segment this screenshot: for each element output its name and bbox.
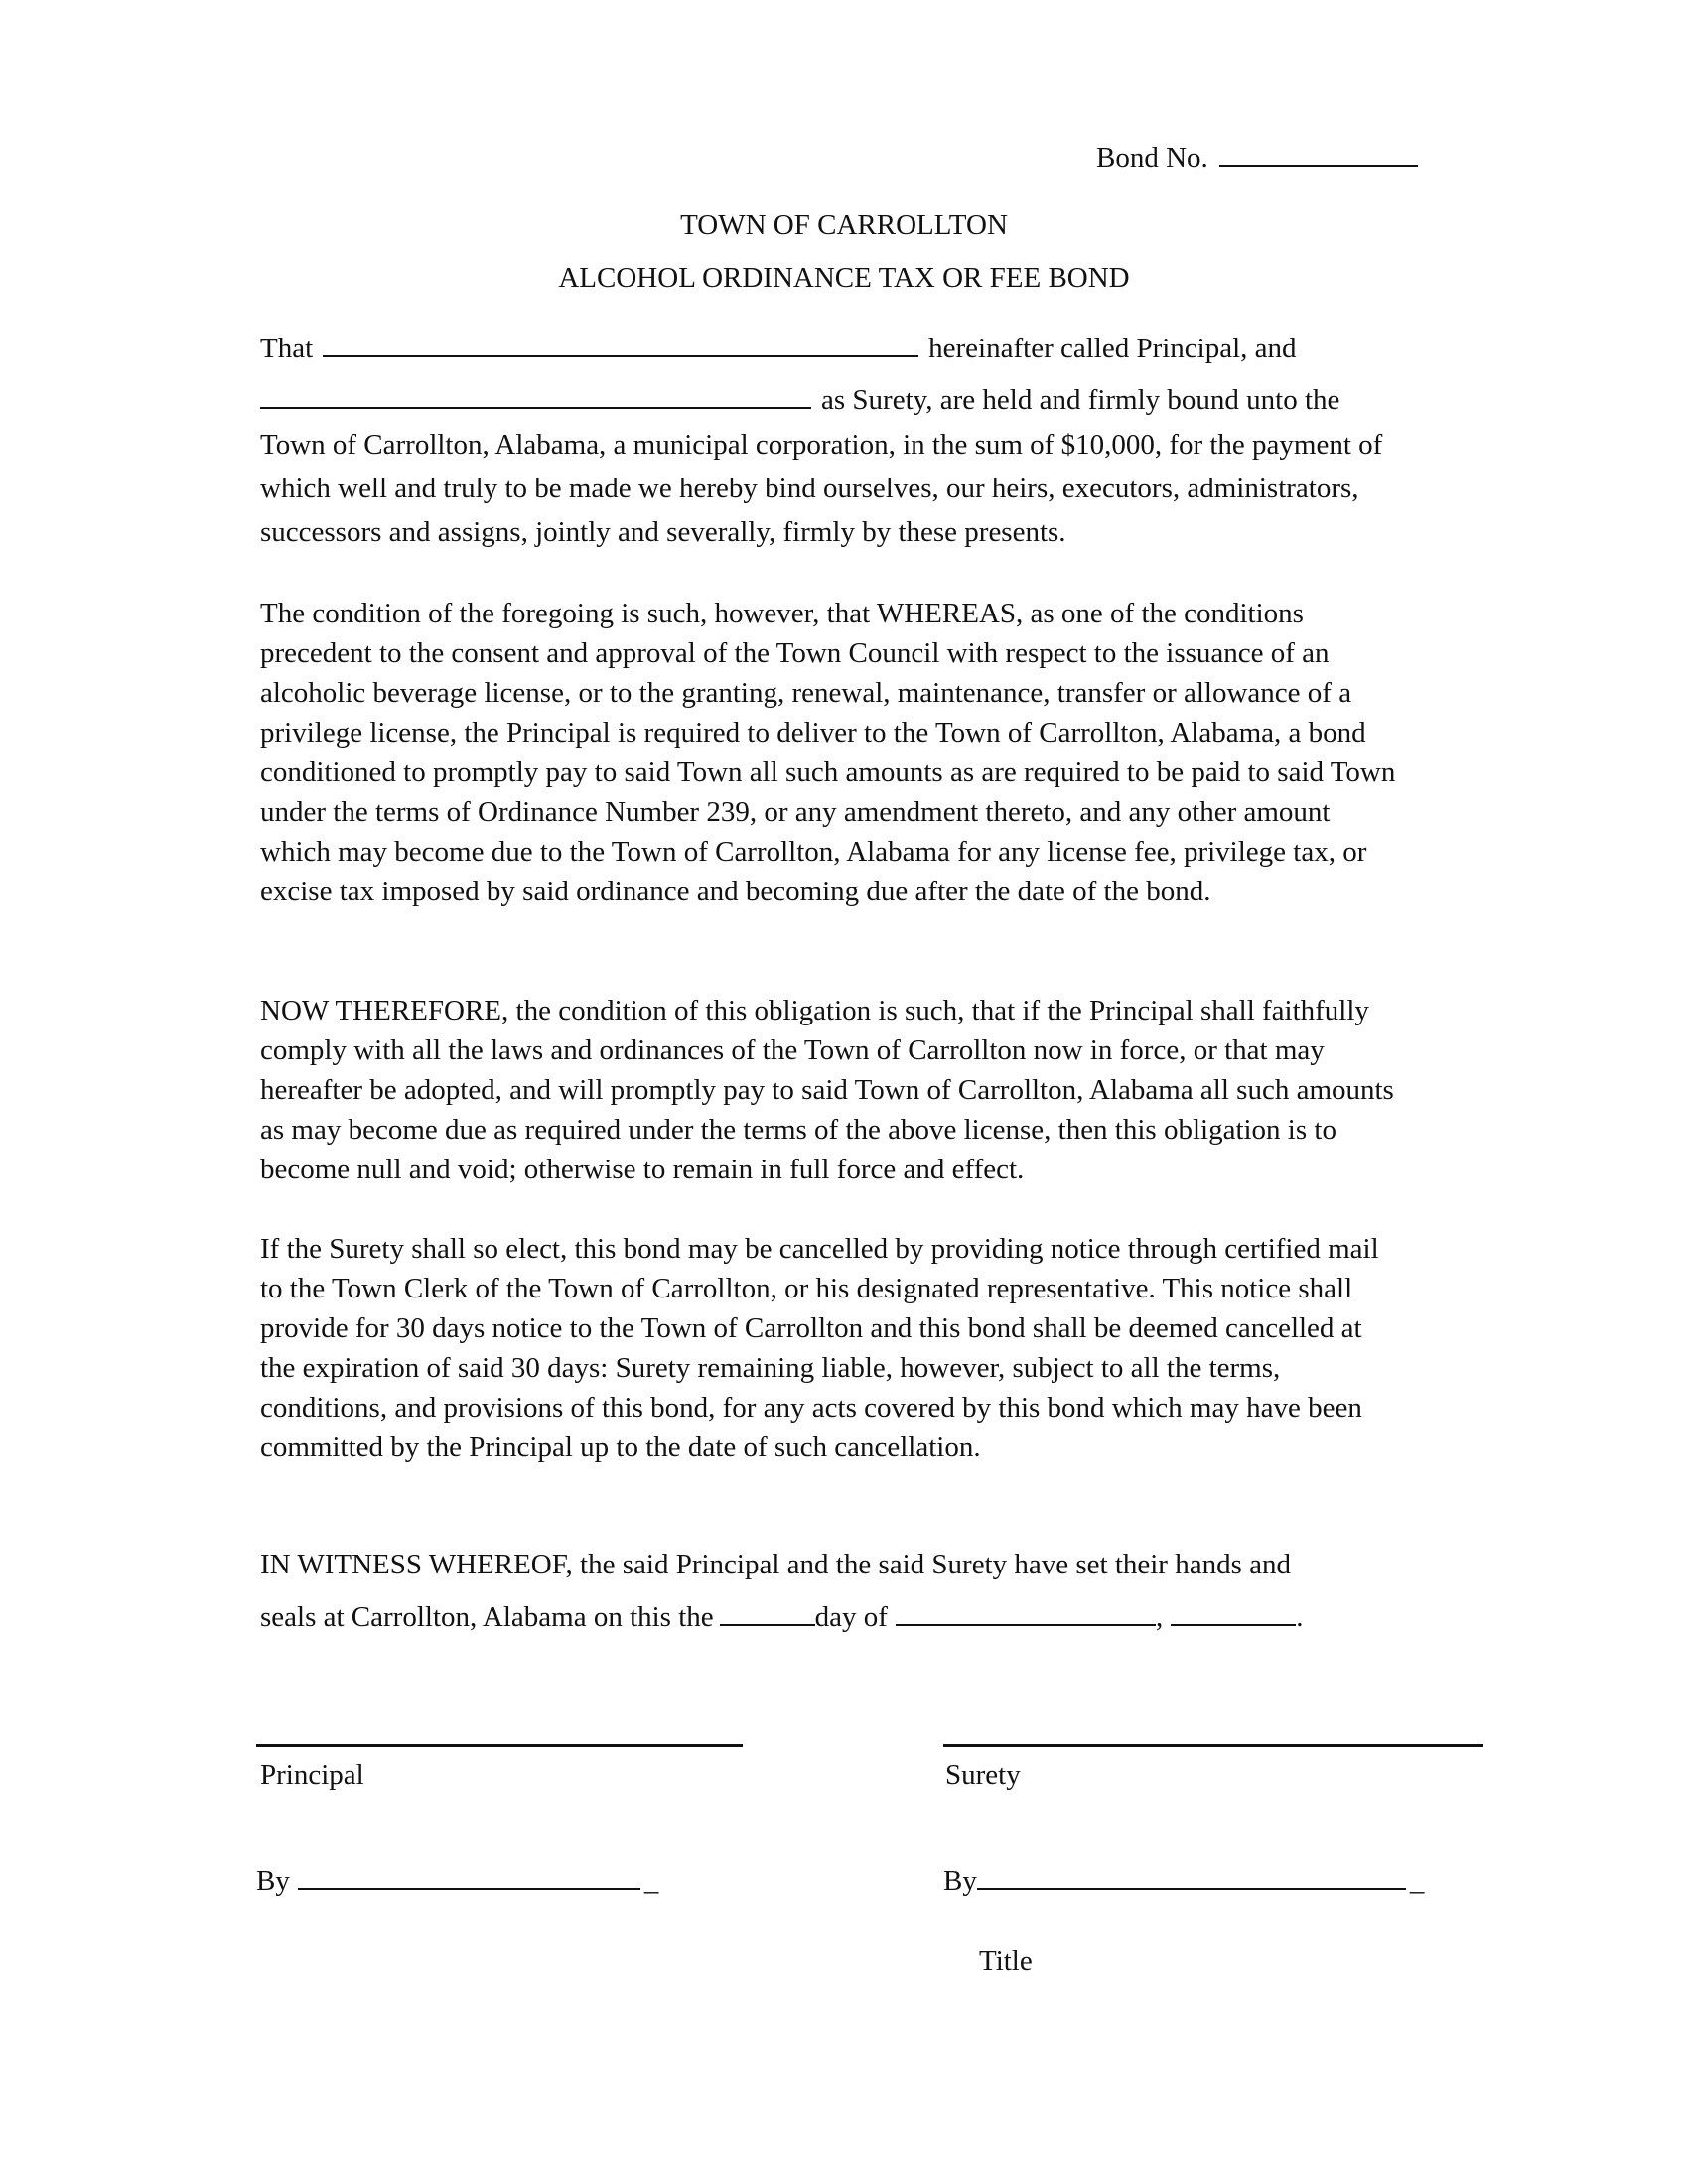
title-label: Title <box>979 1945 1033 1977</box>
principal-line <box>260 328 1297 368</box>
by-label: By <box>256 1865 290 1897</box>
bond-title: ALCOHOL ORDINANCE TAX OR FEE BOND <box>558 262 1130 294</box>
surety-by-line <box>943 1860 1424 1901</box>
surety-by-field[interactable] <box>977 1860 1406 1890</box>
bond-number-label: Bond No. <box>1096 142 1208 174</box>
bond-number-field[interactable] <box>1219 137 1418 167</box>
comma: , <box>1155 1601 1164 1633</box>
surety-name-field[interactable] <box>260 379 811 409</box>
principal-signature-line[interactable] <box>256 1744 743 1747</box>
trail-mark: _ <box>1409 1865 1425 1897</box>
surety-suffix: as Surety, are held and firmly bound unto the <box>821 384 1340 416</box>
surety-label: Surety <box>945 1759 1021 1791</box>
by-label: By <box>943 1865 977 1897</box>
month-field[interactable] <box>896 1596 1156 1626</box>
period: . <box>1296 1601 1304 1633</box>
cancellation-paragraph: If the Surety shall so elect, this bond may be cancelled by providing notice through certified mail to the Town Clerk of the Town of Carrollton, or his designated representative. This notice shall provide for 30 days notice to the Town of Carrollton and this bond shall be deemed cancelled at the expiration of said 30 days: Surety remaining liable, however, subject to all the terms, conditions, and provisions of this bond, for any acts covered by this bond which may have been committed by the Principal up to the date of such cancellation. <box>260 1233 1379 1463</box>
year-field[interactable] <box>1171 1596 1296 1626</box>
witness-paragraph: IN WITNESS WHEREOF, the said Principal and the said Surety have set their hands and <box>260 1549 1291 1580</box>
day-of-label: day of <box>814 1601 888 1633</box>
bind-paragraph: Town of Carrollton, Alabama, a municipal corporation, in the sum of $10,000, for the payment of which well and truly to be made we hereby bind ourselves, our heirs, executors, administrators, successors and assigns, jointly and severally, firmly by these presents. <box>260 429 1383 548</box>
day-field[interactable] <box>720 1596 815 1626</box>
town-title: TOWN OF CARROLLTON <box>680 209 1008 241</box>
trail-mark: _ <box>643 1865 659 1897</box>
condition-paragraph: The condition of the foregoing is such, however, that WHEREAS, as one of the conditions precedent to the consent and approval of the Town Council with respect to the issuance of an alcoholic beverage license, or to the granting, renewal, maintenance, transfer or allowance of a privilege license, the Principal is required to deliver to the Town of Carrollton, Alabama, a bond conditioned to promptly pay to said Town all such amounts as are required to be paid to said Town under the terms of Ordinance Number 239, or any amendment thereto, and any other amount which may become due to the Town of Carrollton, Alabama for any license fee, privilege tax, or excise tax imposed by said ordinance and becoming due after the date of the bond. <box>260 598 1396 907</box>
now-therefore-paragraph: NOW THEREFORE, the condition of this obligation is such, that if the Principal shall faithfully comply with all the laws and ordinances of the Town of Carrollton now in force, or that may hereafter be adopted, and will promptly pay to said Town of Carrollton, Alabama all such amounts as may become due as required under the terms of the above license, then this obligation is to become null and void; otherwise to remain in full force and effect. <box>260 995 1394 1185</box>
principal-name-field[interactable] <box>323 328 918 357</box>
principal-by-line <box>256 1860 658 1901</box>
principal-suffix: hereinafter called Principal, and <box>928 333 1297 364</box>
seals-date-line <box>260 1596 1303 1637</box>
principal-by-field[interactable] <box>298 1860 640 1890</box>
surety-signature-line[interactable] <box>943 1744 1483 1747</box>
that-label: That <box>260 333 314 364</box>
surety-line <box>260 379 1339 420</box>
bond-number-line <box>1096 137 1422 178</box>
seals-prefix: seals at Carrollton, Alabama on this the <box>260 1601 714 1633</box>
principal-label: Principal <box>260 1759 364 1791</box>
